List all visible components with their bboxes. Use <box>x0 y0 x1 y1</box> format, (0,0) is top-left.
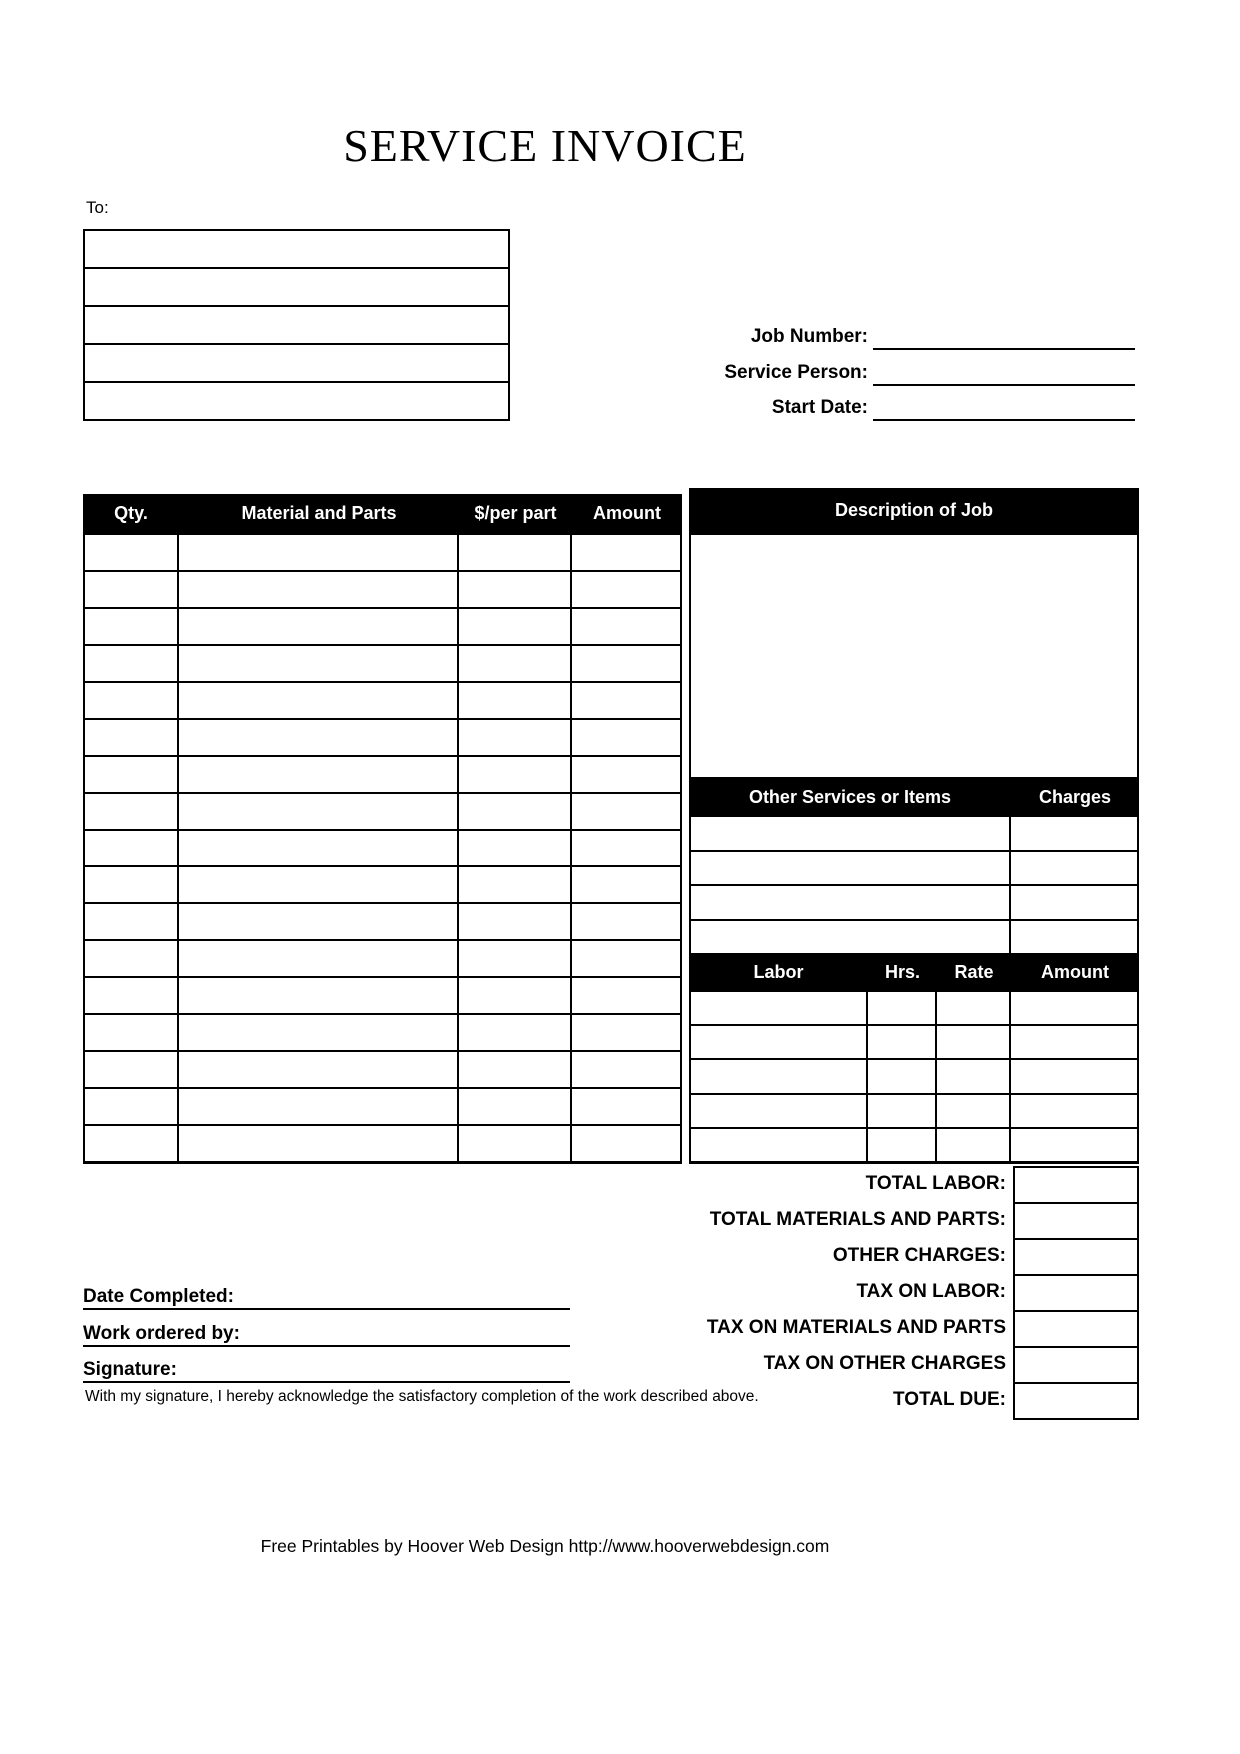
total-due-label: TOTAL DUE: <box>893 1389 1006 1410</box>
per-part-cell[interactable] <box>459 1015 572 1050</box>
per-part-column-header: $/per part <box>474 503 557 523</box>
materials-table-row <box>85 1015 680 1052</box>
amount-cell[interactable] <box>572 904 680 939</box>
qty-cell[interactable] <box>85 720 179 755</box>
labor-cell[interactable] <box>691 1095 868 1127</box>
signature-disclaimer: With my signature, I hereby acknowledge the satisfactory completion of the work described above. <box>85 1388 759 1405</box>
total-value-field[interactable] <box>1015 1204 1137 1240</box>
amount-column-header: Amount <box>593 503 661 523</box>
material-parts-cell[interactable] <box>179 831 459 866</box>
material-parts-cell[interactable] <box>179 757 459 792</box>
materials-table-row <box>85 941 680 978</box>
rate-column-header: Rate <box>954 962 994 982</box>
page-title: SERVICE INVOICE <box>343 120 747 171</box>
totals-boxes <box>1013 1166 1139 1420</box>
material-parts-cell[interactable] <box>179 1015 459 1050</box>
charges-column-header: Charges <box>1038 786 1112 807</box>
per-part-cell[interactable] <box>459 1089 572 1124</box>
amount-cell[interactable] <box>572 646 680 681</box>
address-line-field[interactable] <box>85 345 508 383</box>
labor-cell[interactable] <box>691 1026 868 1058</box>
total-value-field[interactable] <box>1015 1312 1137 1348</box>
labor-column-header: Labor <box>753 962 804 982</box>
labor-amount-column-header: Amount <box>1041 962 1109 982</box>
total-value-field[interactable] <box>1015 1384 1137 1418</box>
hrs-cell[interactable] <box>868 992 937 1024</box>
per-part-cell[interactable] <box>459 572 572 607</box>
hrs-cell[interactable] <box>868 1095 937 1127</box>
qty-cell[interactable] <box>85 867 179 902</box>
labor-cell[interactable] <box>691 1129 868 1161</box>
total-value-field[interactable] <box>1015 1240 1137 1276</box>
material-parts-cell[interactable] <box>179 1052 459 1087</box>
charges-cell[interactable] <box>1011 886 1137 919</box>
labor-cell[interactable] <box>691 1060 868 1092</box>
description-of-job-field[interactable] <box>689 533 1139 779</box>
amount-cell[interactable] <box>572 1052 680 1087</box>
materials-table-row <box>85 720 680 757</box>
material-parts-cell[interactable] <box>179 1089 459 1124</box>
material-parts-cell[interactable] <box>179 941 459 976</box>
labor-header <box>689 955 1139 990</box>
labor-row <box>691 1060 1137 1094</box>
per-part-cell[interactable] <box>459 831 572 866</box>
amount-cell[interactable] <box>572 941 680 976</box>
materials-table-row <box>85 683 680 720</box>
per-part-cell[interactable] <box>459 794 572 829</box>
amount-cell[interactable] <box>572 978 680 1013</box>
materials-table-row <box>85 535 680 572</box>
amount-cell[interactable] <box>572 720 680 755</box>
address-line-field[interactable] <box>85 269 508 307</box>
other-service-item-cell[interactable] <box>691 921 1011 954</box>
other-services-row <box>691 921 1137 954</box>
other-services-column-header: Other Services or Items <box>748 786 952 807</box>
materials-table-row <box>85 831 680 868</box>
materials-table-row <box>85 646 680 683</box>
material-parts-cell[interactable] <box>179 572 459 607</box>
materials-table <box>83 533 682 1164</box>
qty-column-header: Qty. <box>114 503 148 523</box>
material-parts-cell[interactable] <box>179 720 459 755</box>
work-ordered-by-field[interactable] <box>83 1345 570 1347</box>
description-of-job-header-label: Description of Job <box>834 500 993 520</box>
charges-cell[interactable] <box>1011 817 1137 850</box>
amount-cell[interactable] <box>572 1089 680 1124</box>
charges-cell[interactable] <box>1011 921 1137 954</box>
material-parts-cell[interactable] <box>179 683 459 718</box>
amount-cell[interactable] <box>572 757 680 792</box>
materials-table-row <box>85 978 680 1015</box>
service-person-label: Service Person: <box>724 362 868 383</box>
other-services-table <box>689 815 1139 955</box>
charges-cell[interactable] <box>1011 852 1137 885</box>
materials-table-row <box>85 1052 680 1089</box>
per-part-cell[interactable] <box>459 867 572 902</box>
description-of-job-header <box>689 488 1139 533</box>
other-service-item-cell[interactable] <box>691 817 1011 850</box>
materials-table-row <box>85 904 680 941</box>
per-part-cell[interactable] <box>459 1126 572 1161</box>
amount-cell[interactable] <box>572 1126 680 1161</box>
materials-table-header <box>83 494 682 533</box>
total-value-field[interactable] <box>1015 1168 1137 1204</box>
other-services-row <box>691 852 1137 887</box>
qty-cell[interactable] <box>85 941 179 976</box>
amount-cell[interactable] <box>572 831 680 866</box>
labor-row <box>691 1129 1137 1161</box>
service-person-field[interactable] <box>873 384 1135 386</box>
material-parts-cell[interactable] <box>179 978 459 1013</box>
qty-cell[interactable] <box>85 831 179 866</box>
rate-cell[interactable] <box>937 1095 1011 1127</box>
labor-amount-cell[interactable] <box>1011 1026 1137 1058</box>
other-service-item-cell[interactable] <box>691 886 1011 919</box>
qty-cell[interactable] <box>85 535 179 570</box>
signature-label: Signature: <box>83 1359 177 1380</box>
labor-amount-cell[interactable] <box>1011 992 1137 1024</box>
materials-table-row <box>85 1089 680 1126</box>
address-line-field[interactable] <box>85 231 508 269</box>
hrs-cell[interactable] <box>868 1026 937 1058</box>
other-charges-label: OTHER CHARGES: <box>832 1245 1006 1266</box>
amount-cell[interactable] <box>572 867 680 902</box>
labor-cell[interactable] <box>691 992 868 1024</box>
per-part-cell[interactable] <box>459 757 572 792</box>
recipient-address-box <box>83 229 510 421</box>
labor-row <box>691 992 1137 1026</box>
material-parts-cell[interactable] <box>179 646 459 681</box>
total-labor-label: TOTAL LABOR: <box>865 1173 1006 1194</box>
qty-cell[interactable] <box>85 757 179 792</box>
labor-amount-cell[interactable] <box>1011 1129 1137 1161</box>
hrs-cell[interactable] <box>868 1060 937 1092</box>
rate-cell[interactable] <box>937 1026 1011 1058</box>
other-services-header <box>689 779 1139 815</box>
material-parts-cell[interactable] <box>179 535 459 570</box>
per-part-cell[interactable] <box>459 1052 572 1087</box>
other-services-row <box>691 886 1137 921</box>
amount-cell[interactable] <box>572 535 680 570</box>
rate-cell[interactable] <box>937 1129 1011 1161</box>
material-parts-cell[interactable] <box>179 609 459 644</box>
qty-cell[interactable] <box>85 572 179 607</box>
amount-cell[interactable] <box>572 794 680 829</box>
per-part-cell[interactable] <box>459 683 572 718</box>
qty-cell[interactable] <box>85 1052 179 1087</box>
amount-cell[interactable] <box>572 572 680 607</box>
rate-cell[interactable] <box>937 1060 1011 1092</box>
qty-cell[interactable] <box>85 1015 179 1050</box>
material-parts-cell[interactable] <box>179 867 459 902</box>
amount-cell[interactable] <box>572 609 680 644</box>
total-materials-parts-label: TOTAL MATERIALS AND PARTS: <box>709 1209 1006 1230</box>
hrs-cell[interactable] <box>868 1129 937 1161</box>
materials-table-row <box>85 609 680 646</box>
signature-field[interactable] <box>83 1381 570 1383</box>
other-service-item-cell[interactable] <box>691 852 1011 885</box>
qty-cell[interactable] <box>85 683 179 718</box>
materials-table-row <box>85 757 680 794</box>
material-parts-cell[interactable] <box>179 1126 459 1161</box>
rate-cell[interactable] <box>937 992 1011 1024</box>
amount-cell[interactable] <box>572 683 680 718</box>
qty-cell[interactable] <box>85 904 179 939</box>
tax-on-other-charges-label: TAX ON OTHER CHARGES <box>763 1353 1006 1374</box>
date-completed-field[interactable] <box>83 1308 570 1310</box>
per-part-cell[interactable] <box>459 904 572 939</box>
job-number-label: Job Number: <box>750 326 868 347</box>
qty-cell[interactable] <box>85 646 179 681</box>
materials-table-row <box>85 867 680 904</box>
material-parts-cell[interactable] <box>179 794 459 829</box>
labor-amount-cell[interactable] <box>1011 1095 1137 1127</box>
footer-credit: Free Printables by Hoover Web Design http://www.hooverwebdesign.com <box>260 1536 830 1556</box>
start-date-field[interactable] <box>873 419 1135 421</box>
qty-cell[interactable] <box>85 609 179 644</box>
per-part-cell[interactable] <box>459 535 572 570</box>
labor-amount-cell[interactable] <box>1011 1060 1137 1092</box>
address-line-field[interactable] <box>85 307 508 345</box>
job-number-field[interactable] <box>873 348 1135 350</box>
tax-on-labor-label: TAX ON LABOR: <box>856 1281 1006 1302</box>
per-part-cell[interactable] <box>459 978 572 1013</box>
per-part-cell[interactable] <box>459 720 572 755</box>
date-completed-label: Date Completed: <box>83 1286 234 1307</box>
qty-cell[interactable] <box>85 1126 179 1161</box>
materials-table-row <box>85 794 680 831</box>
address-line-field[interactable] <box>85 383 508 419</box>
labor-row <box>691 1026 1137 1060</box>
total-value-field[interactable] <box>1015 1348 1137 1384</box>
labor-table <box>689 990 1139 1164</box>
material-parts-column-header: Material and Parts <box>241 503 397 523</box>
other-services-row <box>691 817 1137 852</box>
to-label: To: <box>86 198 109 217</box>
materials-table-row <box>85 1126 680 1161</box>
qty-cell[interactable] <box>85 1089 179 1124</box>
labor-row <box>691 1095 1137 1129</box>
per-part-cell[interactable] <box>459 609 572 644</box>
qty-cell[interactable] <box>85 978 179 1013</box>
per-part-cell[interactable] <box>459 646 572 681</box>
hrs-column-header: Hrs. <box>884 962 920 982</box>
material-parts-cell[interactable] <box>179 904 459 939</box>
amount-cell[interactable] <box>572 1015 680 1050</box>
qty-cell[interactable] <box>85 794 179 829</box>
per-part-cell[interactable] <box>459 941 572 976</box>
work-ordered-by-label: Work ordered by: <box>83 1323 240 1344</box>
start-date-label: Start Date: <box>771 397 868 418</box>
materials-table-row <box>85 572 680 609</box>
total-value-field[interactable] <box>1015 1276 1137 1312</box>
tax-on-materials-parts-label: TAX ON MATERIALS AND PARTS <box>706 1317 1006 1338</box>
